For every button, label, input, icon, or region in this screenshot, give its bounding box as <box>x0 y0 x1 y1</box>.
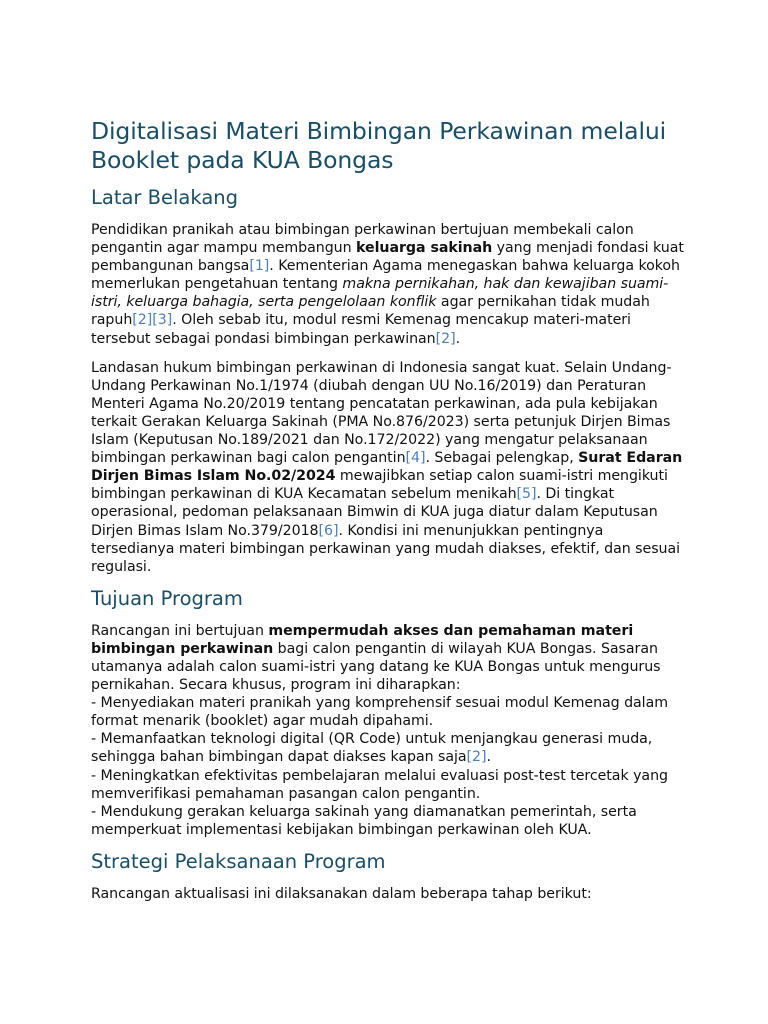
document-title: Digitalisasi Materi Bimbingan Perkawinan melalui Booklet pada KUA Bongas <box>91 117 667 174</box>
citation-link[interactable]: [2] <box>132 312 153 329</box>
text: mewajibkan setiap calon suami-istri mengikuti bimbingan perkawinan di KUA Kecamatan sebelum menikah <box>91 468 668 503</box>
list-item <box>91 730 691 766</box>
text: agar pernikahan tidak mudah rapuh <box>91 294 650 329</box>
text: Rancangan ini bertujuan <box>91 622 269 639</box>
text: Pendidikan pranikah atau bimbingan perkawinan bertujuan membekali calon pengantin agar mampu membangun <box>91 222 634 257</box>
document-page <box>91 117 691 914</box>
text: . <box>486 749 491 766</box>
text: . Kondisi ini menunjukkan pentingnya tersedianya materi bimbingan perkawinan yang mudah diakses, efektif, dan sesuai regulasi. <box>91 522 681 575</box>
italic-text: makna pernikahan, hak dan kewajiban suami-istri, keluarga bahagia, serta pengelolaan konflik <box>91 276 669 311</box>
list-item: - Mendukung gerakan keluarga sakinah yang diamanatkan pemerintah, serta memperkuat implementasi kebijakan bimbingan perkawinan oleh KUA. <box>91 803 637 838</box>
heading-latar-belakang: Latar Belakang <box>91 186 239 209</box>
list-item: - Meningkatkan efektivitas pembelajaran melalui evaluasi post-test tercetak yang memverifikasi pemahaman pasangan calon pengantin. <box>91 767 668 802</box>
text: . Oleh sebab itu, modul resmi Kemenag mencakup materi-materi tersebut sebagai pondasi bimbingan perkawinan <box>91 312 631 347</box>
text: . <box>455 330 461 347</box>
text: yang menjadi fondasi kuat pembangunan bangsa <box>91 240 684 275</box>
heading-strategi-pelaksanaan: Strategi Pelaksanaan Program <box>91 849 386 873</box>
citation-link[interactable]: [5] <box>516 486 537 503</box>
citation-link[interactable]: [6] <box>318 522 339 539</box>
list-item: - Menyediakan materi pranikah yang komprehensif sesuai modul Kemenag dalam format menarik (booklet) agar mudah dipahami. <box>91 695 668 730</box>
text: bagi calon pengantin di wilayah KUA Bongas. Sasaran utamanya adalah calon suami-istri yang datang ke KUA Bongas untuk mengurus pernikahan. Secara khusus, program ini diharapkan: <box>91 640 661 694</box>
paragraph-strategi: Rancangan aktualisasi ini dilaksanakan dalam beberapa tahap berikut: <box>91 885 592 902</box>
heading-tujuan-program: Tujuan Program <box>91 586 243 610</box>
text: . Di tingkat operasional, pedoman pelaksanaan Bimwin di KUA juga diatur dalam Keputusan Dirjen Bimas Islam No.379/2018 <box>91 486 658 539</box>
bold-text: mempermudah akses dan pemahaman materi bimbingan perkawinan <box>91 622 634 657</box>
citation-link[interactable]: [3] <box>152 312 173 329</box>
text: Landasan hukum bimbingan perkawinan di Indonesia sangat kuat. Selain Undang-Undang Perkawinan No.1/1974 (diubah dengan UU No.16/2019) dan Peraturan Menteri Agama No.20/2019 tentang pencatatan perkawinan, ada pula kebijakan terkait Gerakan Keluarga Sakinah (PMA No.876/2023) serta petunjuk Dirjen Bimas Islam (Keputusan No.189/2021 dan No.172/2022) yang mengatur pelaksanaan bimbingan perkawinan bagi calon pengantin <box>91 359 672 467</box>
paragraph-tujuan <box>91 622 691 839</box>
citation-link[interactable]: [1] <box>249 258 270 275</box>
bold-text: Surat Edaran Dirjen Bimas Islam No.02/2024 <box>91 450 683 485</box>
paragraph-latar-2 <box>91 359 691 576</box>
citation-link[interactable]: [2] <box>435 330 456 347</box>
citation-link[interactable]: [4] <box>405 450 426 467</box>
text: - Memanfaatkan teknologi digital (QR Code) untuk menjangkau generasi muda, sehingga bahan bimbingan dapat diakses kapan saja <box>91 731 653 766</box>
bold-text: keluarga sakinah <box>356 240 493 257</box>
text: . Kementerian Agama menegaskan bahwa keluarga kokoh memerlukan pengetahuan tentang <box>91 258 680 293</box>
paragraph-latar-1 <box>91 221 691 348</box>
text: . Sebagai pelengkap, <box>425 450 579 467</box>
citation-link[interactable]: [2] <box>466 749 487 766</box>
